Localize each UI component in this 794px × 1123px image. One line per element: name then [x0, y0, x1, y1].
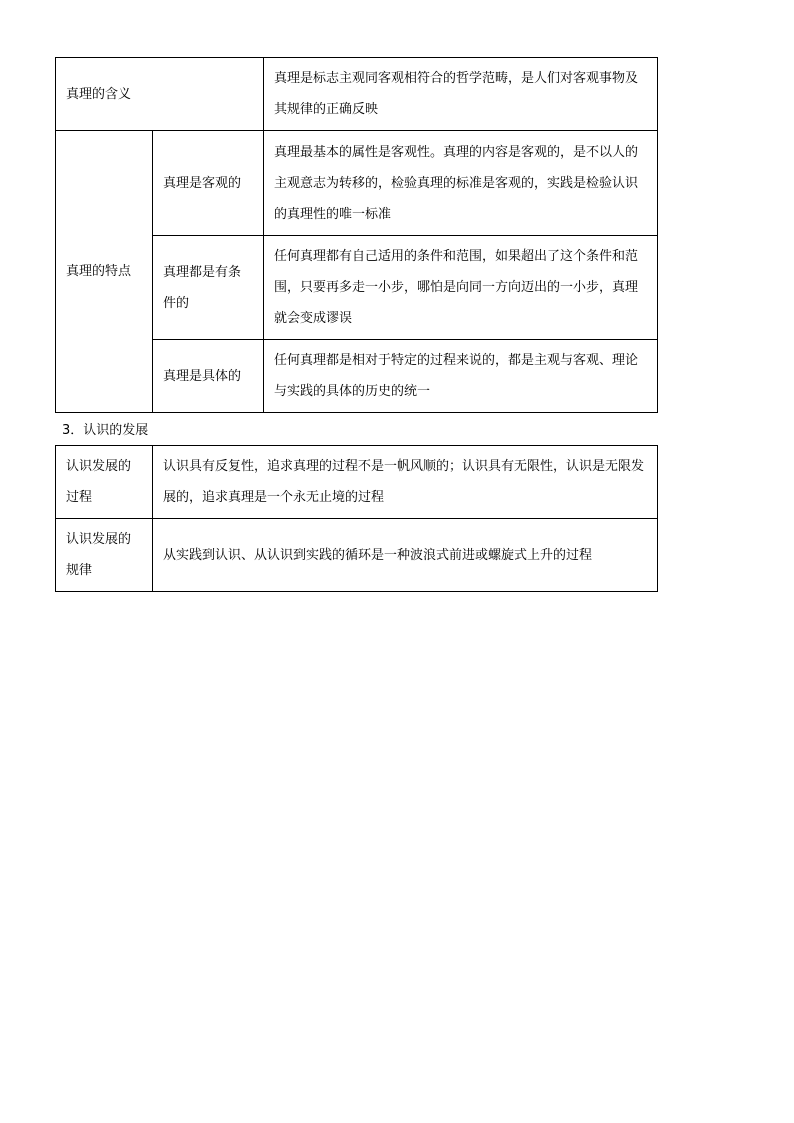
development-label: 认识发展的过程 [56, 446, 153, 519]
development-content: 认识具有反复性，追求真理的过程不是一帆风顺的；认识具有无限性，认识是无限发展的，追求真理是一个永无止境的过程 [153, 446, 658, 519]
truth-meaning-label: 真理的含义 [56, 58, 264, 131]
development-table [55, 445, 658, 592]
truth-characteristics-label: 真理的特点 [56, 131, 153, 413]
table-row [56, 131, 658, 236]
characteristic-label: 真理是具体的 [153, 340, 264, 413]
table-row [56, 446, 658, 519]
truth-table [55, 57, 658, 413]
characteristic-content: 真理最基本的属性是客观性。真理的内容是客观的，是不以人的主观意志为转移的，检验真理的标准是客观的，实践是检验认识的真理性的唯一标准 [264, 131, 658, 236]
truth-meaning-content: 真理是标志主观同客观相符合的哲学范畴，是人们对客观事物及其规律的正确反映 [264, 58, 658, 131]
development-label: 认识发展的规律 [56, 519, 153, 592]
section-heading: 3．认识的发展 [62, 423, 149, 438]
development-content: 从实践到认识、从认识到实践的循环是一种波浪式前进或螺旋式上升的过程 [153, 519, 658, 592]
characteristic-content: 任何真理都是相对于特定的过程来说的，都是主观与客观、理论与实践的具体的历史的统一 [264, 340, 658, 413]
table-row [56, 519, 658, 592]
characteristic-label: 真理都是有条件的 [153, 236, 264, 340]
characteristic-label: 真理是客观的 [153, 131, 264, 236]
characteristic-content: 任何真理都有自己适用的条件和范围，如果超出了这个条件和范围，只要再多走一小步，哪怕是向同一方向迈出的一小步，真理就会变成谬误 [264, 236, 658, 340]
table-row [56, 58, 658, 131]
